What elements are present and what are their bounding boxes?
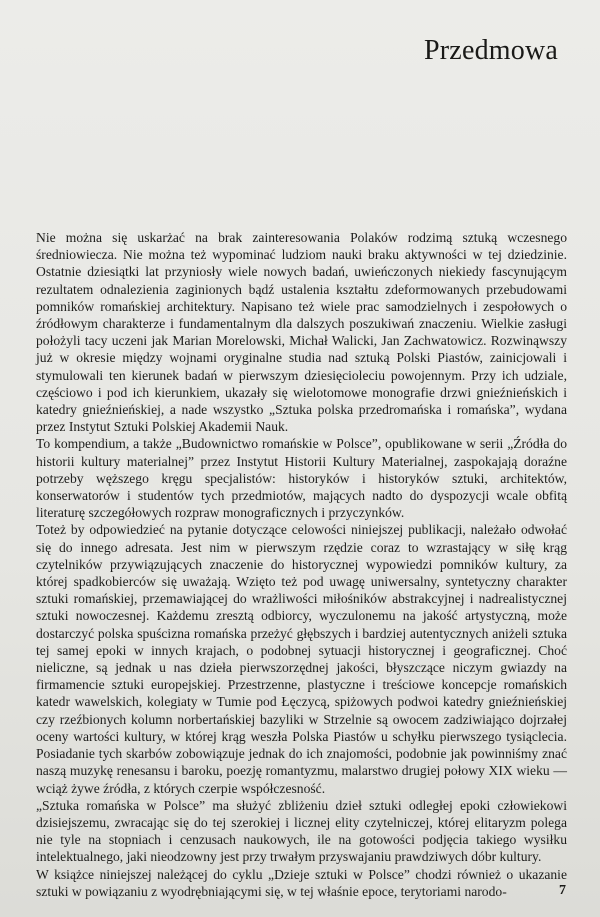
paragraph-5: W książce niniejszej należącej do cyklu „Dzieje sztuki w Polsce” chodzi również o ukazanie sztuki w powiązaniu z wyodrębniającymi się, w tej właśnie epoce, terytoriami narodo- [36,866,567,899]
page-title: Przedmowa [424,35,558,66]
paragraph-4: „Sztuka romańska w Polsce” ma służyć zbliżeniu dzieł sztuki odległej epoki człowiekowi dzisiejszemu, zwracając się do tej szerokiej i licznej elity czytelniczej, której elitaryzm polega nie tyle na stopniach i cenzusach naukowych, ile na gotowości podjęcia takiego wysiłku intelektualnego, jaki nieodzowny jest przy trwałym przyswajaniu prawdziwych dóbr kultury. [36,797,567,865]
paragraph-1: Nie można się uskarżać na brak zainteresowania Polaków rodzimą sztuką wczesnego średniowiecza. Nie można też wypominać ludziom nauki braku aktywności w tej dziedzinie. Ostatnie dziesiątki lat przyniosły wiele nowych badań, uwieńczonych niekiedy fascynującym rezultatem odnalezienia zaginionych bądź ustalenia kształtu zdeformowanych przebudowami pomników romańskiej architektury. Napisano też wiele prac samodzielnych i zespołowych o źródłowym charakterze i fundamentalnym dla dalszych poszukiwań znaczeniu. Wielkie zasługi położyli tacy uczeni jak Marian Morelowski, Michał Walicki, Jan Zachwatowicz. Rozwinąwszy już w okresie między wojnami oryginalne studia nad sztuką Polski Piastów, zainicjowali i stymulowali ten kierunek badań w pierwszym dziesięcioleciu powojennym. Przy ich udziale, częściowo i pod ich kierunkiem, ukazały się wielotomowe monografie drzwi gnieźnieńskich i katedry gnieźnieńskiej, a nade wszystko „Sztuka polska przedromańska i romańska”, wydana przez Instytut Sztuki Polskiej Akademii Nauk. [36,230,567,435]
page-number: 7 [559,883,566,898]
paragraph-2: To kompendium, a także „Budownictwo romańskie w Polsce”, opublikowane w serii „Źródła do historii kultury materialnej” przez Instytut Historii Kultury Materialnej, zaspokajają doraźne potrzeby węższego kręgu specjalistów: historyków i historyków sztuki, architektów, konserwatorów i studentów tych przedmiotów, mających nadto do dyspozycji wcale obfitą literaturę szczegółowych rozpraw monograficznych i przyczynków. [36,436,567,521]
paragraph-3: Toteż by odpowiedzieć na pytanie dotyczące celowości niniejszej publikacji, należało odwołać się do innego adresata. Jest nim w pierwszym rzędzie coraz to wzrastający w siłę krąg czytelników przywiązujących znaczenie do historycznej wypowiedzi pomników kultury, za której spadkobierców się uważają. Wzięto też pod uwagę uniwersalny, syntetyczny charakter sztuki romańskiej, przemawiającej do wrażliwości miłośników abstrakcyjnej i nadrealistycznej sztuki nowoczesnej. Każdemu zresztą odbiorcy, wyczulonemu na jakość artystyczną, może dostarczyć polska spuścizna romańska przeżyć głębszych i bardziej autentycznych aniżeli sztuka tej samej epoki w innych krajach, o podobnej sytuacji historycznej i geograficznej. Choć nieliczne, są jednak u nas dzieła pierwszorzędnej jakości, błyszczące niczym gwiazdy na firmamencie sztuki europejskiej. Przestrzenne, plastyczne i treściowe koncepcje romańskich katedr wawelskich, kolegiaty w Tumie pod Łęczycą, spiżowych podwoi katedry gnieźnieńskiej czy rzeźbionych kolumn norbertańskiej bazyliki w Strzelnie są owocem zadziwiająco dojrzałej oceny wartości kultury, w której krąg weszła Polska Piastów u schyłku pierwszego tysiąclecia. Posiadanie tych skarbów zobowiązuje jednak do ich znajomości, podobnie jak powinniśmy znać naszą muzykę renesansu i baroku, poezję romantyzmu, malarstwo drugiej połowy XIX wieku — wciąż żywe źródła, z których czerpie współczesność. [36,522,567,796]
body-text [36,229,567,900]
